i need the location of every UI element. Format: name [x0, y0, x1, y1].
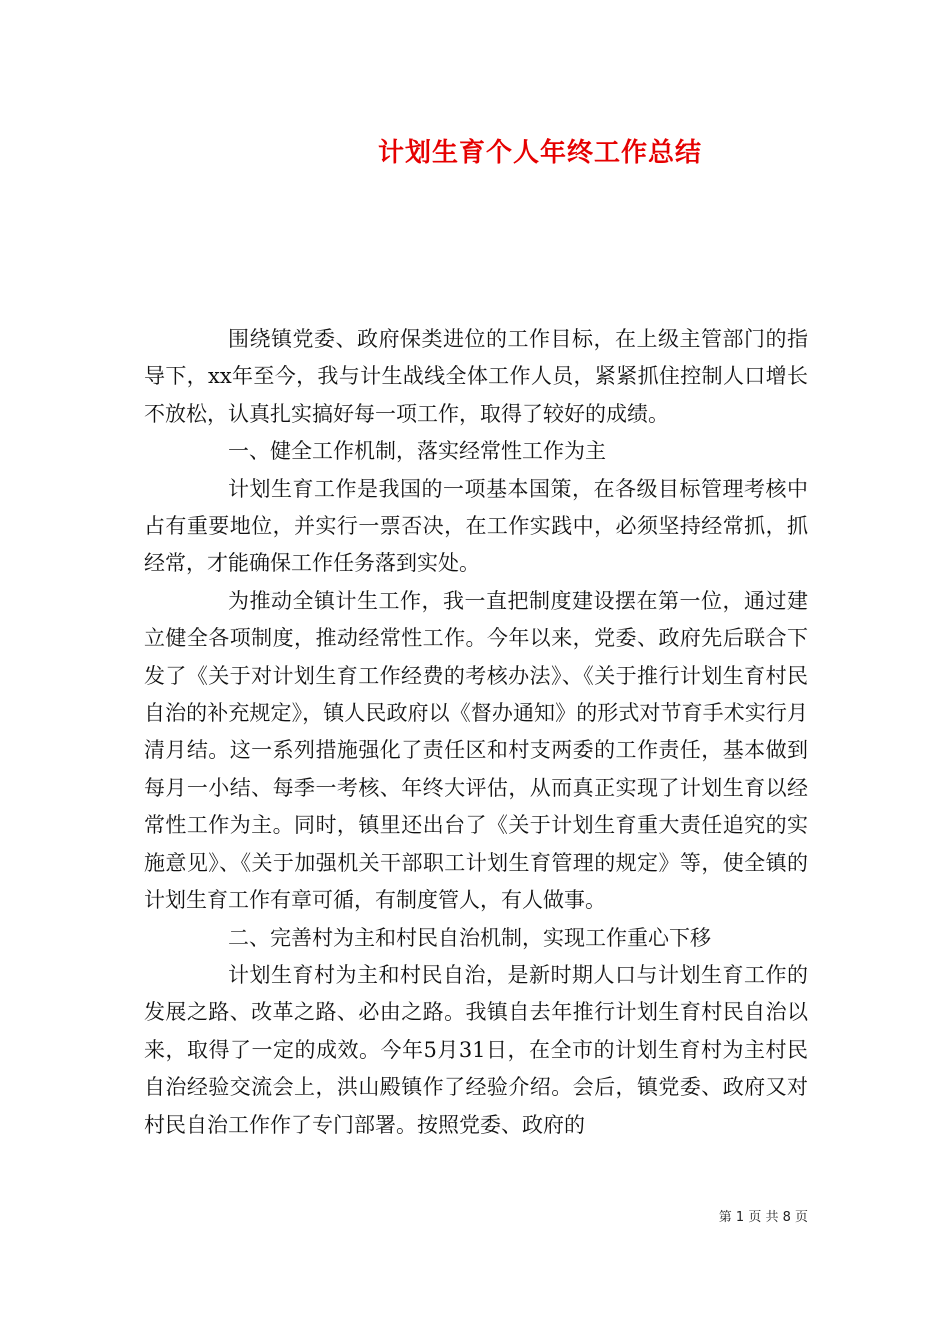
document-body: [144, 321, 808, 1144]
paragraph-section-2a: 计划生育村为主和村民自治，是新时期人口与计划生育工作的发展之路、改革之路、必由之路。我镇自去年推行计划生育村民自治以来，取得了一定的成效。今年5月31日，在全市的计划生育村为主村民自治经验交流会上，洪山殿镇作了经验介绍。会后，镇党委、政府又对村民自治工作作了专门部署。按照党委、政府的: [144, 962, 808, 1137]
document-title: 计划生育个人年终工作总结: [377, 138, 702, 168]
section-heading-2: 二、完善村为主和村民自治机制，实现工作重心下移: [228, 925, 711, 950]
section-heading-1: 一、健全工作机制，落实经常性工作为主: [228, 439, 606, 464]
paragraph-intro: 围绕镇党委、政府保类进位的工作目标，在上级主管部门的指导下，xx年至今，我与计生战线全体工作人员，紧紧抓住控制人口增长不放松，认真扎实搞好每一项工作，取得了较好的成绩。: [144, 327, 808, 426]
paragraph-section-1a: 计划生育工作是我国的一项基本国策，在各级目标管理考核中占有重要地位，并实行一票否决，在工作实践中，必须坚持经常抓，抓经常，才能确保工作任务落到实处。: [144, 476, 808, 576]
page-number-footer: 第 1 页 共 8 页: [718, 1210, 808, 1225]
paragraph-section-1b: 为推动全镇计生工作，我一直把制度建设摆在第一位，通过建立健全各项制度，推动经常性工作。今年以来，党委、政府先后联合下发了《关于对计划生育工作经费的考核办法》、《关于推行计划生育村民自治的补充规定》，镇人民政府以《督办通知》的形式对节育手术实行月清月结。这一系列措施强化了责任区和村支两委的工作责任，基本做到每月一小结、每季一考核、年终大评估，从而真正实现了计划生育以经常性工作为主。同时，镇里还出台了《关于计划生育重大责任追究的实施意见》、《关于加强机关干部职工计划生育管理的规定》等，使全镇的计划生育工作有章可循，有制度管人，有人做事。: [144, 588, 808, 913]
